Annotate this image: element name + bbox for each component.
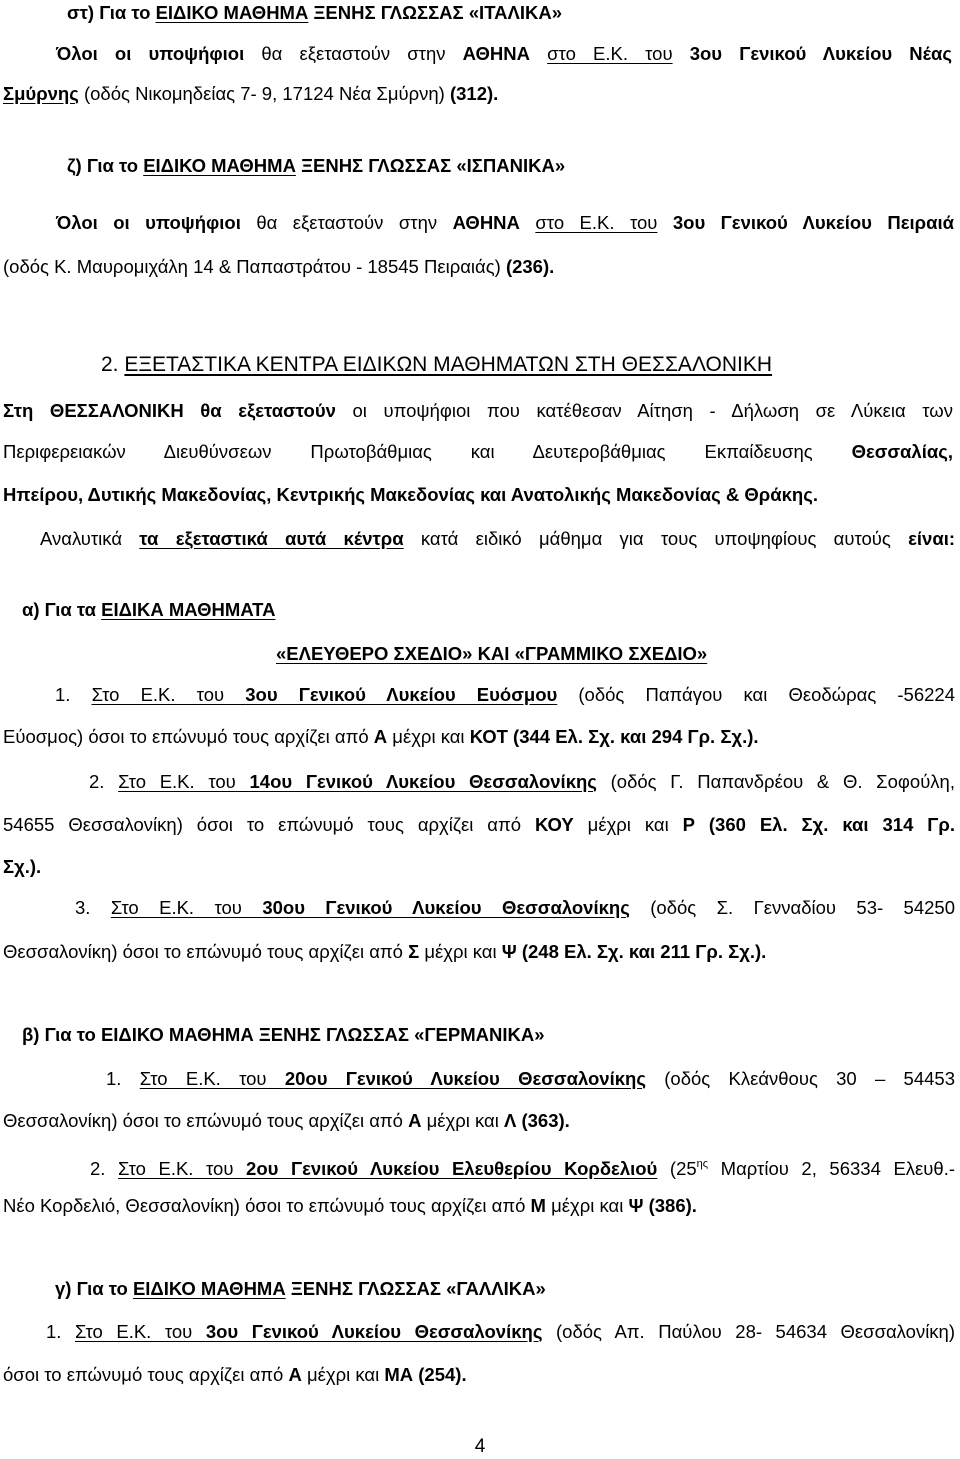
text-run: Στο Ε.Κ. του [139,1068,285,1089]
drawing-item-1-line-1 [55,684,955,706]
page-number: 4 [474,1436,486,1457]
text-run: γ) Για το [55,1278,133,1299]
text-run: ΕΙΔΙΚΟ ΜΑΘΗΜΑ [143,155,296,176]
text-run: Σμύρνης [3,83,79,104]
text-run: ΕΙΔΙΚΑ ΜΑΘΗΜΑΤΑ [101,599,276,620]
text-run: Θεσσαλίας, [851,441,953,462]
text-run: 3. [75,897,111,918]
drawing-item-3-line-2 [3,941,766,963]
text-run: β) Για το ΕΙΔΙΚΟ ΜΑΘΗΜΑ ΞΕΝΗΣ ΓΛΩΣΣΑΣ «ΓΕΡΜΑΝΙΚΑ» [22,1024,545,1045]
french-item-1-line-1 [46,1321,955,1343]
text-run: (οδός Απ. Παύλου 28- 54634 Θεσσαλονίκη) [542,1321,956,1342]
text-run: 2ου Γενικού Λυκείου Ελευθερίου Κορδελιού [246,1158,658,1179]
heading-french [55,1278,546,1300]
text-run: 54655 Θεσσαλονίκη) όσοι το επώνυμό τους αρχίζει από [3,814,535,835]
text-run: (οδός Γ. Παπανδρέου & Θ. Σοφούλη, [596,771,955,792]
paragraph-italian-line-2 [3,83,498,105]
text-run: 3ου Γενικού Λυκείου Θεσσαλονίκης [205,1321,543,1342]
text-run: Εύοσμος) όσοι το επώνυμό τους αρχίζει από [3,726,374,747]
heading-italian [67,2,562,24]
intro-line-1 [3,400,953,422]
text-run: 3ου Γενικού Λυκείου Νέας [689,43,952,64]
text-run: ΞΕΝΗΣ ΓΛΩΣΣΑΣ «ΓΑΛΛΙΚΑ» [285,1278,546,1299]
text-run: οι υποψήφιοι που κατέθεσαν Αίτηση - Δήλωση σε Λύκεια των [335,400,953,421]
drawing-item-3-line-1 [75,897,955,919]
text-run: μέχρι και [573,814,683,835]
text-run: 20ου Γενικού Λυκείου Θεσσαλονίκης [284,1068,646,1089]
text-run: 2. [101,353,125,376]
text-run: όσοι το επώνυμό τους αρχίζει από [3,1364,289,1385]
text-run: «ΕΛΕΥΘΕΡΟ ΣΧΕΔΙΟ» ΚΑΙ «ΓΡΑΜΜΙΚΟ ΣΧΕΔΙΟ» [276,643,708,664]
drawing-item-2-line-2 [3,814,955,836]
heading-special-subjects [22,599,275,621]
text-run: 3ου Γενικού Λυκείου Πειραιά [672,212,955,233]
text-run: ΞΕΝΗΣ ΓΛΩΣΣΑΣ «ΙΤΑΛΙΚΑ» [308,2,562,23]
text-run: Σχ.). [3,856,42,877]
text-run: (312). [449,83,499,104]
text-run: Στο Ε.Κ. του [110,897,263,918]
german-item-1-line-2 [3,1110,570,1132]
text-run: μέχρι και [419,941,502,962]
text-run: (οδός Κ. Μαυρομιχάλη 14 & Παπαστράτου - 18545 Πειραιάς) [3,256,506,277]
text-run: 2. [89,771,119,792]
text-run: στο Ε.Κ. του [547,43,673,64]
german-item-1-line-1 [106,1068,955,1090]
paragraph-italian-line-1 [56,43,952,65]
text-run: Θεσσαλονίκη) όσοι το επώνυμό τους αρχίζει από [3,1110,409,1131]
drawing-item-2-line-1 [89,771,955,793]
text-run: ΜΑ (254). [384,1364,467,1385]
text-run [530,43,547,64]
german-item-2-line-2 [3,1195,697,1217]
text-run: Στη ΘΕΣΣΑΛΟΝΙΚΗ θα εξεταστούν [3,400,336,421]
text-run: (οδός Σ. Γενναδίου 53- 54250 [629,897,955,918]
intro-line-4 [40,528,955,550]
text-run [520,212,535,233]
text-run: 14ου Γενικού Λυκείου Θεσσαλονίκης [249,771,597,792]
text-run: ΑΘΗΝΑ [462,43,530,64]
intro-line-2 [3,441,953,463]
text-run: Στο Ε.Κ. του [118,1158,247,1179]
text-run: 2. [90,1158,119,1179]
text-run: Α [408,1110,422,1131]
text-run: ΚΟΤ (344 Ελ. Σχ. και 294 Γρ. Σχ.). [469,726,759,747]
text-run: (οδός Παπάγου και Θεοδώρας -56224 [557,684,955,705]
text-run: (οδός Νικομηδείας 7- 9, 17124 Νέα Σμύρνη) [78,83,450,104]
drawing-item-1-line-2 [3,726,759,748]
text-run: (οδός Κλεάνθους 30 – 54453 [645,1068,955,1089]
section-2-heading [101,353,772,377]
text-run: Ηπείρου, Δυτικής Μακεδονίας, Κεντρικής Μακεδονίας και Ανατολικής Μακεδονίας & Θράκης. [3,484,818,505]
text-run: στο Ε.Κ. του [535,212,658,233]
text-run: Α [288,1364,302,1385]
text-run: 1. [46,1321,75,1342]
text-run: ΕΞΕΤΑΣΤΙΚΑ ΚΕΝΤΡΑ ΕΙΔΙΚΩΝ ΜΑΘΗΜΑΤΩΝ ΣΤΗ ΘΕΣΣΑΛΟΝΙΚΗ [124,353,773,376]
drawing-item-2-line-3 [3,856,41,878]
text-run: Λ (363). [503,1110,570,1131]
french-item-1-line-2 [3,1364,467,1386]
text-run: 3ου Γενικού Λυκείου Ευόσμου [245,684,558,705]
text-run: Νέο Κορδελιό, Θεσσαλονίκη) όσοι το επώνυμό τους αρχίζει από [3,1195,531,1216]
text-run: Όλοι οι υποψήφιοι [56,43,245,64]
text-run: Ρ (360 Ελ. Σχ. και 314 Γρ. [682,814,955,835]
text-run: ΕΙΔΙΚΟ ΜΑΘΗΜΑ [132,1278,286,1299]
text-run: Μαρτίου 2, 56334 Ελευθ.- [708,1158,955,1179]
text-run [657,212,672,233]
text-run: θα εξεταστούν στην [240,212,453,233]
text-run: Ψ (386). [628,1195,697,1216]
text-run: ΞΕΝΗΣ ΓΛΩΣΣΑΣ «ΙΣΠΑΝΙΚΑ» [295,155,566,176]
text-run [673,43,690,64]
text-run: ζ) Για το [67,155,144,176]
heading-german [22,1024,545,1046]
text-run: Στο Ε.Κ. του [74,1321,206,1342]
text-run: 30ου Γενικού Λυκείου Θεσσαλονίκης [262,897,630,918]
text-run: α) Για τα [22,599,102,620]
text-run: Σ [408,941,420,962]
text-run: μέχρι και [301,1364,385,1385]
text-run: Θεσσαλονίκη) όσοι το επώνυμό τους αρχίζει από [3,941,409,962]
text-run: (25 [657,1158,697,1179]
text-run: Αναλυτικά [40,528,140,549]
text-run: ης [696,1158,709,1170]
german-item-2-line-1 [90,1153,955,1180]
text-run: ΕΙΔΙΚΟ ΜΑΘΗΜΑ [155,2,309,23]
text-run: Α [373,726,388,747]
text-run: Ψ (248 Ελ. Σχ. και 211 Γρ. Σχ.). [501,941,767,962]
text-run: στ) Για το [67,2,156,23]
text-run: Στο Ε.Κ. του [91,684,246,705]
text-run: θα εξεταστούν στην [244,43,463,64]
intro-line-3 [3,484,818,506]
text-run: Μ [530,1195,546,1216]
heading-drawing [276,643,707,665]
text-run: ΑΘΗΝΑ [452,212,520,233]
text-run: μέχρι και [387,726,470,747]
text-run: (236). [505,256,555,277]
heading-spanish [67,155,565,177]
text-run: Στο Ε.Κ. του [118,771,250,792]
text-run: μέχρι και [545,1195,629,1216]
text-run: κατά ειδικό μάθημα για τους υποψηφίους αυτούς [403,528,909,549]
paragraph-spanish-line-1 [56,212,954,234]
text-run: Όλοι οι υποψήφιοι [56,212,241,233]
paragraph-spanish-line-2 [3,256,554,278]
text-run: 1. [55,684,92,705]
text-run: είναι: [908,528,955,549]
text-run: ΚΟΥ [535,814,574,835]
text-run: Περιφερειακών Διευθύνσεων Πρωτοβάθμιας και Δευτεροβάθμιας Εκπαίδευσης [3,441,852,462]
text-run: τα εξεταστικά αυτά κέντρα [139,528,404,549]
text-run: μέχρι και [421,1110,504,1131]
text-run: 1. [106,1068,140,1089]
